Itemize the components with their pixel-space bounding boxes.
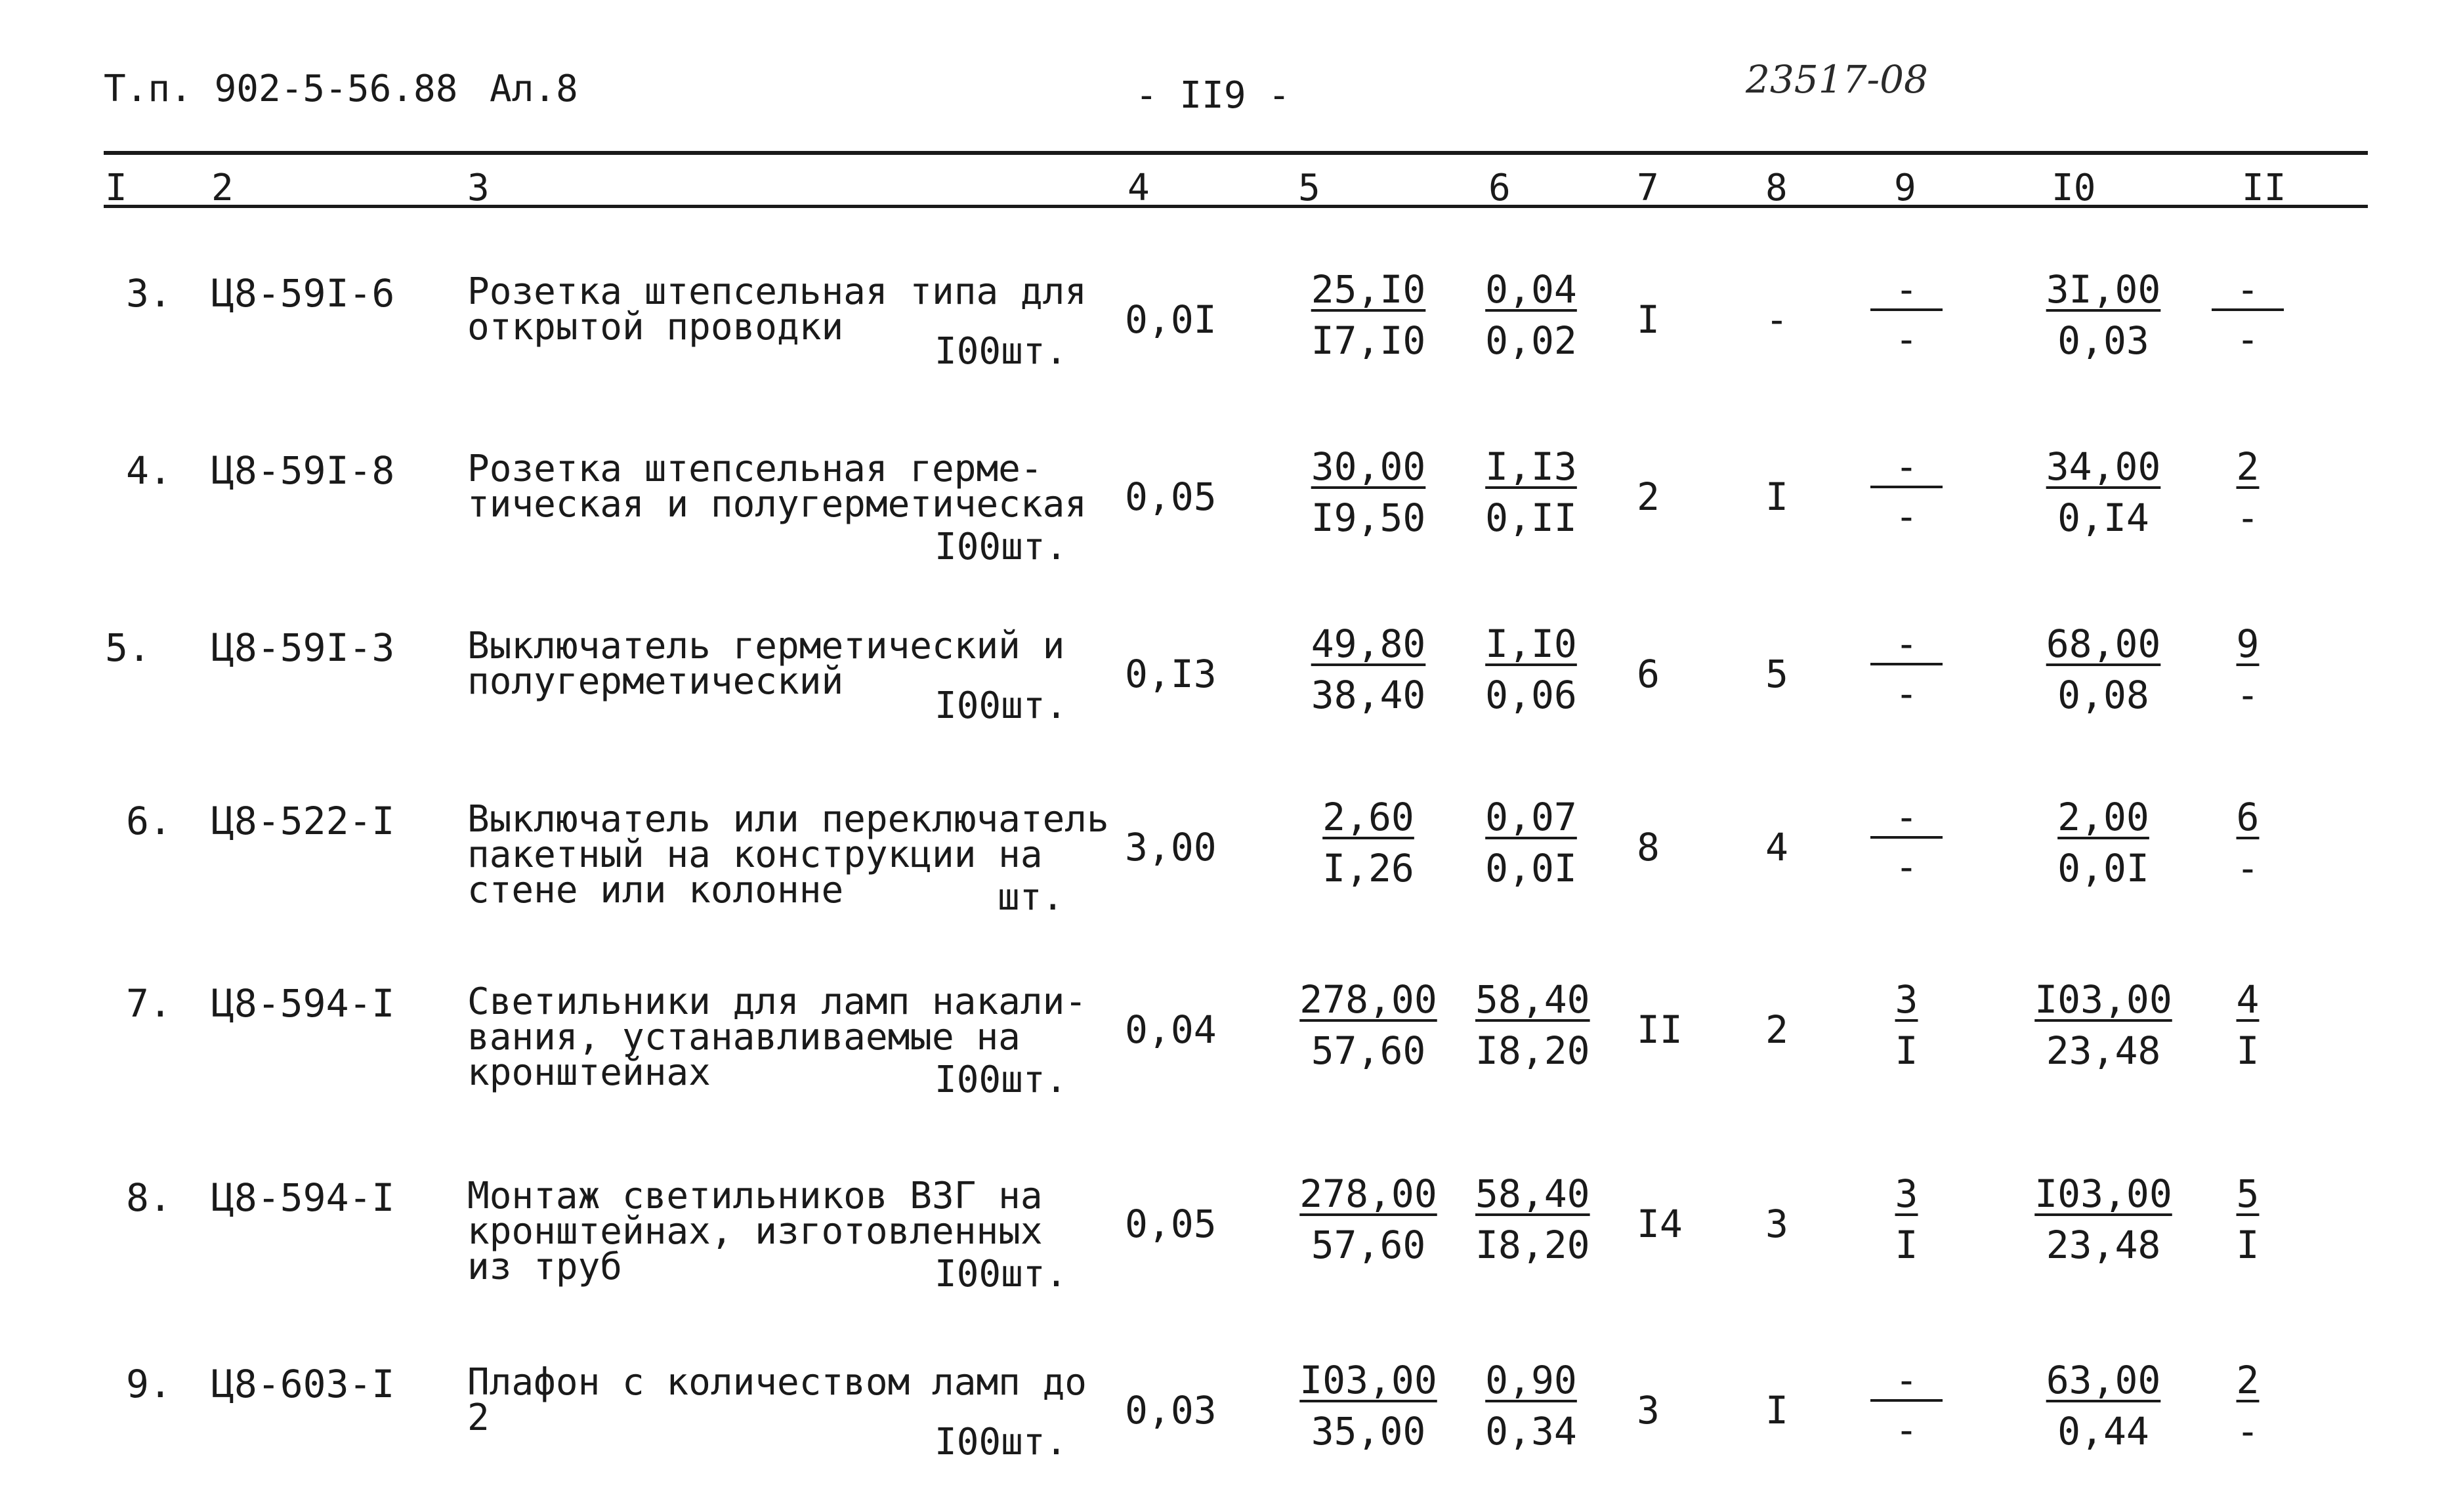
col10-value — [2034, 1358, 2172, 1454]
col7-value: 6 — [1637, 652, 1660, 696]
column-header: I — [105, 167, 127, 209]
col11-value — [2212, 444, 2284, 540]
col7-value: 3 — [1637, 1388, 1660, 1433]
col11-value-denominator: I — [2236, 1223, 2260, 1267]
col5-cost-denominator: I7,I0 — [1311, 318, 1426, 363]
col7-value: I — [1637, 297, 1660, 342]
col5-cost — [1286, 444, 1450, 540]
col11-value — [2212, 1358, 2284, 1454]
col5-cost-numerator: 2,60 — [1322, 795, 1414, 839]
col5-cost-denominator: 57,60 — [1311, 1223, 1426, 1267]
col9-value-numerator: 3 — [1895, 1171, 1918, 1216]
col11-value-numerator: - — [2212, 270, 2284, 311]
col6-cost — [1475, 267, 1587, 363]
column-header: 3 — [467, 167, 490, 209]
col9-value-numerator: - — [1870, 448, 1943, 488]
row-number: 6. — [126, 799, 172, 843]
col9-value — [1870, 444, 1943, 539]
work-description: Светильники для ламп накали- вания, устанавливаемые на кронштейнах — [467, 980, 1087, 1094]
col11-value — [2212, 977, 2284, 1073]
col6-cost — [1475, 977, 1590, 1073]
row-number: 3. — [126, 271, 172, 316]
col10-value-denominator: 23,48 — [2046, 1028, 2161, 1073]
work-description: Плафон с количеством ламп до 2 — [467, 1361, 1087, 1439]
col11-value-numerator: 2 — [2236, 444, 2260, 489]
col6-cost-numerator: I,I0 — [1485, 621, 1577, 666]
col9-value-denominator: - — [1895, 494, 1918, 539]
unit-of-measure: I00шт. — [935, 1253, 1068, 1295]
album-number: Ал.8 — [490, 68, 578, 110]
col6-cost — [1475, 444, 1587, 540]
col9-value — [1870, 267, 1943, 362]
column-header: II — [2242, 167, 2286, 209]
col11-value-numerator: 9 — [2236, 621, 2260, 666]
col5-cost-denominator: I9,50 — [1311, 495, 1426, 540]
col10-value-denominator: 0,0I — [2057, 846, 2149, 891]
col7-value: 8 — [1637, 825, 1660, 870]
col9-value — [1870, 1358, 1943, 1452]
col9-value-denominator: - — [1895, 845, 1918, 889]
row-number: 5. — [105, 625, 151, 670]
col5-cost-numerator: 30,00 — [1311, 444, 1426, 489]
col9-value-denominator: I — [1895, 1223, 1918, 1267]
col11-value-denominator: I — [2236, 1028, 2260, 1073]
col5-cost-denominator: 38,40 — [1311, 673, 1426, 717]
unit-of-measure: I00шт. — [935, 684, 1068, 727]
col7-value: 2 — [1637, 474, 1660, 519]
col8-value: - — [1765, 297, 1788, 342]
col6-cost-numerator: 58,40 — [1475, 1171, 1590, 1216]
col6-cost — [1475, 621, 1587, 717]
col6-cost-numerator: 0,90 — [1485, 1358, 1577, 1402]
quantity: 0,04 — [1125, 1007, 1217, 1052]
column-header: 8 — [1765, 167, 1788, 209]
quantity: 0,05 — [1125, 1202, 1217, 1246]
col5-cost-denominator: 35,00 — [1311, 1409, 1426, 1454]
column-header: 5 — [1298, 167, 1320, 209]
column-header: 9 — [1894, 167, 1916, 209]
quantity: 0,0I — [1125, 297, 1217, 342]
col5-cost-numerator: 278,00 — [1299, 977, 1437, 1022]
col10-value — [2034, 267, 2172, 363]
work-description: Монтаж светильников ВЗГ на кронштейнах, изготовленных из труб — [467, 1175, 1043, 1288]
col5-cost — [1286, 795, 1450, 891]
quantity: 0,05 — [1125, 474, 1217, 519]
col5-cost — [1286, 267, 1450, 363]
col10-value-denominator: 0,08 — [2057, 673, 2149, 717]
col9-value-numerator: 3 — [1895, 977, 1918, 1022]
col5-cost-numerator: 25,I0 — [1311, 267, 1426, 312]
col10-value-numerator: I03,00 — [2034, 1171, 2172, 1216]
unit-of-measure: I00шт. — [935, 330, 1068, 373]
col9-value — [1870, 977, 1943, 1073]
unit-of-measure: I00шт. — [935, 526, 1068, 568]
quantity: 0,I3 — [1125, 652, 1217, 696]
col10-value-denominator: 23,48 — [2046, 1223, 2161, 1267]
col10-value-numerator: I03,00 — [2034, 977, 2172, 1022]
page-number: - II9 - — [1135, 74, 1291, 117]
col8-value: 4 — [1765, 825, 1788, 870]
col10-value-denominator: 0,44 — [2057, 1409, 2149, 1454]
price-code: Ц8-594-I — [211, 981, 395, 1026]
col11-value-numerator: 4 — [2236, 977, 2260, 1022]
col5-cost — [1286, 977, 1450, 1073]
col6-cost-numerator: I,I3 — [1485, 444, 1577, 489]
col9-value-numerator: - — [1870, 270, 1943, 311]
col11-value — [2212, 267, 2284, 362]
column-header: 7 — [1637, 167, 1659, 209]
col9-value-denominator: I — [1895, 1028, 1918, 1073]
col10-value — [2034, 795, 2172, 891]
col11-value-numerator: 5 — [2236, 1171, 2260, 1216]
col6-cost — [1475, 1358, 1587, 1454]
quantity: 3,00 — [1125, 825, 1217, 870]
quantity: 0,03 — [1125, 1388, 1217, 1433]
col6-cost-denominator: I8,20 — [1475, 1028, 1590, 1073]
col10-value-numerator: 68,00 — [2046, 621, 2161, 666]
table-top-rule — [104, 151, 2368, 155]
col9-value-denominator: - — [1895, 1408, 1918, 1452]
col8-value: 5 — [1765, 652, 1788, 696]
col6-cost-denominator: I8,20 — [1475, 1223, 1590, 1267]
col6-cost-numerator: 0,07 — [1485, 795, 1577, 839]
col11-value-denominator: - — [2236, 673, 2260, 717]
col10-value — [2034, 444, 2172, 540]
price-code: Ц8-522-I — [211, 799, 395, 843]
row-number: 4. — [126, 448, 172, 493]
col6-cost-numerator: 58,40 — [1475, 977, 1590, 1022]
col5-cost-denominator: 57,60 — [1311, 1028, 1426, 1073]
col8-value: I — [1765, 474, 1788, 519]
col6-cost-numerator: 0,04 — [1485, 267, 1577, 312]
col11-value-numerator: 6 — [2236, 795, 2260, 839]
col10-value-numerator: 2,00 — [2057, 795, 2149, 839]
col8-value: 2 — [1765, 1007, 1788, 1052]
col10-value — [2034, 977, 2172, 1073]
row-number: 8. — [126, 1175, 172, 1220]
col5-cost-numerator: 278,00 — [1299, 1171, 1437, 1216]
work-description: Выключатель или переключатель пакетный на конструкции на стене или колонне — [467, 798, 1109, 912]
col11-value-denominator: - — [2236, 1409, 2260, 1454]
column-header: 4 — [1127, 167, 1150, 209]
col5-cost — [1286, 621, 1450, 717]
col8-value: I — [1765, 1388, 1788, 1433]
col6-cost-denominator: 0,06 — [1485, 673, 1577, 717]
col6-cost — [1475, 1171, 1590, 1267]
col9-value-numerator: - — [1870, 1361, 1943, 1402]
row-number: 9. — [126, 1362, 172, 1406]
col11-value-numerator: 2 — [2236, 1358, 2260, 1402]
col9-value — [1870, 621, 1943, 716]
col10-value — [2034, 621, 2172, 717]
col6-cost-denominator: 0,II — [1485, 495, 1577, 540]
col9-value-numerator: - — [1870, 798, 1943, 839]
col11-value-denominator: - — [2236, 846, 2260, 891]
unit-of-measure: I00шт. — [935, 1059, 1068, 1101]
price-code: Ц8-59I-6 — [211, 271, 395, 316]
work-description: Выключатель герметический и полугерметический — [467, 625, 1065, 703]
col5-cost — [1286, 1358, 1450, 1454]
table-header-rule — [104, 205, 2368, 208]
price-code: Ц8-59I-8 — [211, 448, 395, 493]
price-code: Ц8-59I-3 — [211, 625, 395, 670]
unit-of-measure: I00шт. — [935, 1421, 1068, 1463]
col5-cost — [1286, 1171, 1450, 1267]
col11-value-denominator: - — [2236, 495, 2260, 540]
col11-value — [2212, 1171, 2284, 1267]
unit-of-measure: шт. — [998, 876, 1064, 919]
price-code: Ц8-603-I — [211, 1362, 395, 1406]
row-number: 7. — [126, 981, 172, 1026]
col6-cost-denominator: 0,0I — [1485, 846, 1577, 891]
col9-value — [1870, 1171, 1943, 1267]
col11-value — [2212, 621, 2284, 717]
col10-value — [2034, 1171, 2172, 1267]
work-description: Розетка штепсельная типа для открытой проводки — [467, 270, 1087, 348]
column-header: 6 — [1488, 167, 1511, 209]
col9-value — [1870, 795, 1943, 889]
col7-value: II — [1637, 1007, 1683, 1052]
col9-value-numerator: - — [1870, 625, 1943, 665]
col5-cost-numerator: 49,80 — [1311, 621, 1426, 666]
work-description: Розетка штепсельная герме- тическая и полугерметическая — [467, 448, 1087, 526]
col11-value — [2212, 795, 2284, 891]
col6-cost-denominator: 0,02 — [1485, 318, 1577, 363]
col5-cost-numerator: I03,00 — [1299, 1358, 1437, 1402]
col7-value: I4 — [1637, 1202, 1683, 1246]
col6-cost — [1475, 795, 1587, 891]
col10-value-denominator: 0,03 — [2057, 318, 2149, 363]
col10-value-denominator: 0,I4 — [2057, 495, 2149, 540]
col10-value-numerator: 34,00 — [2046, 444, 2161, 489]
col11-value-denominator: - — [2236, 317, 2260, 362]
col5-cost-denominator: I,26 — [1322, 846, 1414, 891]
handwritten-stamp-number: 23517-08 — [1746, 57, 1928, 102]
col6-cost-denominator: 0,34 — [1485, 1409, 1577, 1454]
price-code: Ц8-594-I — [211, 1175, 395, 1220]
col10-value-numerator: 63,00 — [2046, 1358, 2161, 1402]
column-header: I0 — [2052, 167, 2096, 209]
column-header: 2 — [211, 167, 234, 209]
col8-value: 3 — [1765, 1202, 1788, 1246]
col10-value-numerator: 3I,00 — [2046, 267, 2161, 312]
document-reference: Т.п. 902-5-56.88 — [104, 68, 458, 110]
col9-value-denominator: - — [1895, 317, 1918, 362]
col9-value-denominator: - — [1895, 671, 1918, 716]
